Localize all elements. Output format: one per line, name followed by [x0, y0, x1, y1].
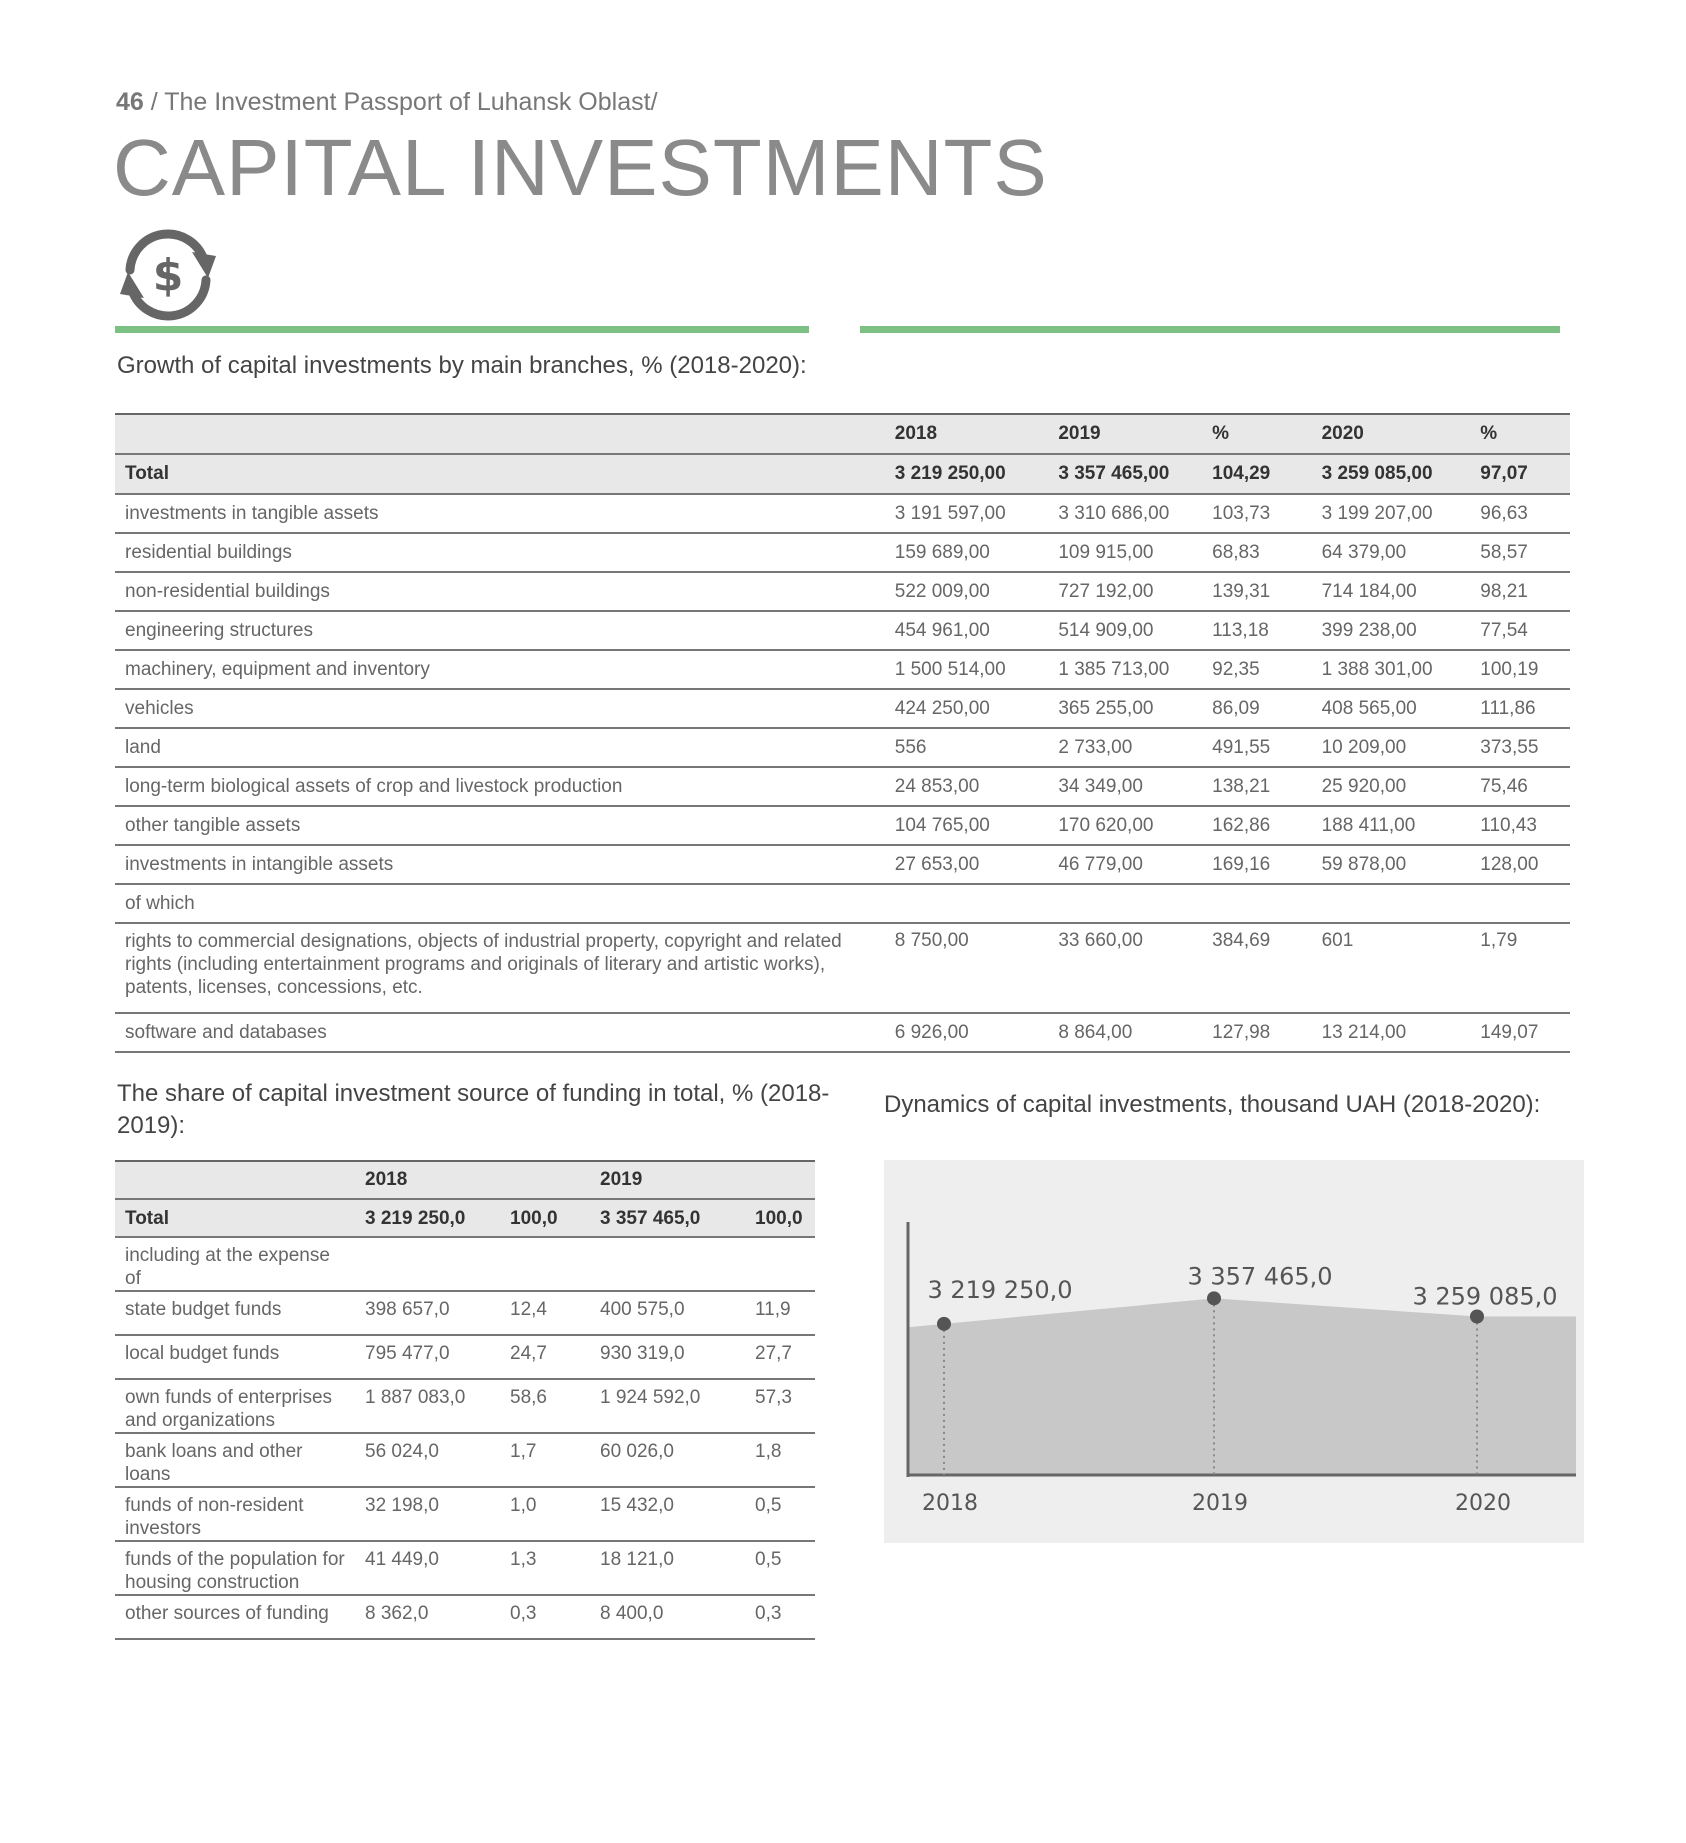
value-cell: 138,21: [1202, 767, 1311, 806]
value-cell: [1312, 884, 1471, 923]
value-cell: 104 765,00: [885, 806, 1049, 845]
value-cell: 58,6: [500, 1379, 590, 1433]
value-cell: 491,55: [1202, 728, 1311, 767]
data-point: [1470, 1309, 1484, 1323]
value-cell: 1 388 301,00: [1312, 650, 1471, 689]
value-cell: 727 192,00: [1048, 572, 1202, 611]
value-cell: [355, 1237, 500, 1291]
value-cell: 169,16: [1202, 845, 1311, 884]
value-cell: 0,3: [745, 1595, 815, 1639]
table-row: [115, 1487, 815, 1541]
value-cell: 13 214,00: [1312, 1013, 1471, 1052]
row-label: other sources of funding: [115, 1595, 355, 1639]
row-label: software and databases: [115, 1013, 885, 1052]
value-cell: 1 924 592,0: [590, 1379, 745, 1433]
value-cell: 1 500 514,00: [885, 650, 1049, 689]
value-cell: 24 853,00: [885, 767, 1049, 806]
value-cell: 128,00: [1470, 845, 1570, 884]
table-row: [115, 533, 1570, 572]
value-cell: 0,3: [500, 1595, 590, 1639]
value-cell: 0,5: [745, 1487, 815, 1541]
data-label: 3 259 085,0: [1412, 1282, 1558, 1311]
value-cell: 3 357 465,00: [1048, 454, 1202, 494]
value-cell: 25 920,00: [1312, 767, 1471, 806]
header-cell: [115, 414, 885, 454]
value-cell: 33 660,00: [1048, 923, 1202, 1013]
header-cell: 2018: [355, 1161, 500, 1199]
x-tick-label: 2018: [922, 1491, 978, 1516]
value-cell: 24,7: [500, 1335, 590, 1379]
row-label: vehicles: [115, 689, 885, 728]
value-cell: [590, 1237, 745, 1291]
row-label: of which: [115, 884, 885, 923]
table-row: [115, 845, 1570, 884]
table-row: [115, 1013, 1570, 1052]
value-cell: [500, 1237, 590, 1291]
chart-svg: [884, 1160, 1584, 1543]
data-label: 3 357 465,0: [1187, 1262, 1333, 1291]
value-cell: 77,54: [1470, 611, 1570, 650]
value-cell: 1,79: [1470, 923, 1570, 1013]
row-label: other tangible assets: [115, 806, 885, 845]
row-label: own funds of enterprises and organizations: [115, 1379, 355, 1433]
value-cell: 109 915,00: [1048, 533, 1202, 572]
divider-left: [115, 326, 809, 333]
value-cell: 930 319,0: [590, 1335, 745, 1379]
dollar-cycle-icon: [112, 222, 224, 327]
value-cell: 8 750,00: [885, 923, 1049, 1013]
table-row: [115, 494, 1570, 533]
value-cell: 98,21: [1470, 572, 1570, 611]
value-cell: 15 432,0: [590, 1487, 745, 1541]
row-label: investments in intangible assets: [115, 845, 885, 884]
value-cell: 110,43: [1470, 806, 1570, 845]
value-cell: 97,07: [1470, 454, 1570, 494]
table-row: [115, 1433, 815, 1487]
table-row: [115, 1595, 815, 1639]
header-cell: %: [1202, 414, 1311, 454]
table-row: [115, 923, 1570, 1013]
value-cell: 514 909,00: [1048, 611, 1202, 650]
value-cell: 2 733,00: [1048, 728, 1202, 767]
value-cell: 27,7: [745, 1335, 815, 1379]
row-label: including at the expense of: [115, 1237, 355, 1291]
value-cell: 795 477,0: [355, 1335, 500, 1379]
value-cell: 1 887 083,0: [355, 1379, 500, 1433]
value-cell: 1,8: [745, 1433, 815, 1487]
row-label: residential buildings: [115, 533, 885, 572]
value-cell: 3 199 207,00: [1312, 494, 1471, 533]
branches-growth-table: [115, 413, 1570, 1053]
divider-right: [860, 326, 1560, 333]
table-row: [115, 767, 1570, 806]
value-cell: 399 238,00: [1312, 611, 1471, 650]
value-cell: 454 961,00: [885, 611, 1049, 650]
value-cell: 104,29: [1202, 454, 1311, 494]
row-label: Total: [115, 1199, 355, 1237]
value-cell: 96,63: [1470, 494, 1570, 533]
value-cell: 103,73: [1202, 494, 1311, 533]
value-cell: 56 024,0: [355, 1433, 500, 1487]
value-cell: 75,46: [1470, 767, 1570, 806]
value-cell: 1,7: [500, 1433, 590, 1487]
data-point: [937, 1317, 951, 1331]
table1-title: Growth of capital investments by main branches, % (2018-2020):: [117, 352, 807, 379]
table-row: [115, 728, 1570, 767]
funding-sources-table: [115, 1160, 815, 1640]
value-cell: 373,55: [1470, 728, 1570, 767]
row-label: engineering structures: [115, 611, 885, 650]
data-point: [1207, 1291, 1221, 1305]
table-row: [115, 1335, 815, 1379]
value-cell: 170 620,00: [1048, 806, 1202, 845]
row-label: local budget funds: [115, 1335, 355, 1379]
header-cell: 2018: [885, 414, 1049, 454]
table-row: [115, 611, 1570, 650]
value-cell: 1 385 713,00: [1048, 650, 1202, 689]
header-cell: 2019: [590, 1161, 745, 1199]
value-cell: 8 362,0: [355, 1595, 500, 1639]
value-cell: 3 357 465,0: [590, 1199, 745, 1237]
row-label: investments in tangible assets: [115, 494, 885, 533]
value-cell: 113,18: [1202, 611, 1311, 650]
row-label: rights to commercial designations, objects of industrial property, copyright and related rights (including entertainment programs and originals of literary and artistic works), patents, licenses, concessions, etc.: [115, 923, 885, 1013]
value-cell: 3 259 085,00: [1312, 454, 1471, 494]
x-tick-label: 2019: [1192, 1491, 1248, 1516]
value-cell: [1048, 884, 1202, 923]
value-cell: 46 779,00: [1048, 845, 1202, 884]
table-row: [115, 884, 1570, 923]
table-row: [115, 1541, 815, 1595]
value-cell: 57,3: [745, 1379, 815, 1433]
table-header-row: [115, 1161, 815, 1199]
value-cell: 8 400,0: [590, 1595, 745, 1639]
value-cell: 8 864,00: [1048, 1013, 1202, 1052]
value-cell: 398 657,0: [355, 1291, 500, 1335]
value-cell: 58,57: [1470, 533, 1570, 572]
value-cell: 100,0: [745, 1199, 815, 1237]
value-cell: 34 349,00: [1048, 767, 1202, 806]
value-cell: [885, 884, 1049, 923]
row-label: Total: [115, 454, 885, 494]
value-cell: 3 219 250,0: [355, 1199, 500, 1237]
value-cell: 64 379,00: [1312, 533, 1471, 572]
value-cell: 18 121,0: [590, 1541, 745, 1595]
table-row: [115, 1379, 815, 1433]
value-cell: 32 198,0: [355, 1487, 500, 1541]
value-cell: 0,5: [745, 1541, 815, 1595]
value-cell: [1470, 884, 1570, 923]
value-cell: 100,19: [1470, 650, 1570, 689]
row-label: long-term biological assets of crop and livestock production: [115, 767, 885, 806]
value-cell: 714 184,00: [1312, 572, 1471, 611]
value-cell: 400 575,0: [590, 1291, 745, 1335]
value-cell: 384,69: [1202, 923, 1311, 1013]
total-row: [115, 1199, 815, 1237]
table-row: [115, 572, 1570, 611]
value-cell: 3 191 597,00: [885, 494, 1049, 533]
area-series: [908, 1298, 1576, 1475]
value-cell: 149,07: [1470, 1013, 1570, 1052]
value-cell: [745, 1237, 815, 1291]
value-cell: 41 449,0: [355, 1541, 500, 1595]
header-cell: 2019: [1048, 414, 1202, 454]
header-cell: 2020: [1312, 414, 1471, 454]
table-row: [115, 689, 1570, 728]
value-cell: 139,31: [1202, 572, 1311, 611]
row-label: non-residential buildings: [115, 572, 885, 611]
table-row: [115, 1291, 815, 1335]
value-cell: [1202, 884, 1311, 923]
table2-title: The share of capital investment source of funding in total, % (2018-2019):: [117, 1080, 830, 1140]
value-cell: 60 026,0: [590, 1433, 745, 1487]
table-row: [115, 650, 1570, 689]
value-cell: 6 926,00: [885, 1013, 1049, 1052]
value-cell: 59 878,00: [1312, 845, 1471, 884]
total-row: [115, 454, 1570, 494]
row-label: machinery, equipment and inventory: [115, 650, 885, 689]
value-cell: 1,3: [500, 1541, 590, 1595]
row-label: state budget funds: [115, 1291, 355, 1335]
value-cell: 1,0: [500, 1487, 590, 1541]
value-cell: 11,9: [745, 1291, 815, 1335]
x-tick-label: 2020: [1455, 1491, 1511, 1516]
value-cell: 10 209,00: [1312, 728, 1471, 767]
chart-title: Dynamics of capital investments, thousand UAH (2018-2020):: [884, 1091, 1541, 1118]
row-label: funds of non-resident investors: [115, 1487, 355, 1541]
table-row: [115, 1237, 815, 1291]
value-cell: 365 255,00: [1048, 689, 1202, 728]
page-title: CAPITAL INVESTMENTS: [113, 123, 1048, 212]
table-row: [115, 806, 1570, 845]
value-cell: 601: [1312, 923, 1471, 1013]
header-cell: %: [1470, 414, 1570, 454]
value-cell: 556: [885, 728, 1049, 767]
page-header: [116, 88, 658, 117]
table-header-row: [115, 414, 1570, 454]
value-cell: 3 219 250,00: [885, 454, 1049, 494]
value-cell: 408 565,00: [1312, 689, 1471, 728]
value-cell: 127,98: [1202, 1013, 1311, 1052]
capital-investments-chart: [884, 1160, 1584, 1543]
value-cell: 159 689,00: [885, 533, 1049, 572]
value-cell: 27 653,00: [885, 845, 1049, 884]
value-cell: 100,0: [500, 1199, 590, 1237]
value-cell: 424 250,00: [885, 689, 1049, 728]
value-cell: 86,09: [1202, 689, 1311, 728]
page-number: 46: [116, 88, 144, 116]
value-cell: 92,35: [1202, 650, 1311, 689]
value-cell: 68,83: [1202, 533, 1311, 572]
value-cell: 522 009,00: [885, 572, 1049, 611]
value-cell: 3 310 686,00: [1048, 494, 1202, 533]
svg-text:$: $: [152, 250, 184, 301]
header-cell: [115, 1161, 355, 1199]
value-cell: 162,86: [1202, 806, 1311, 845]
value-cell: 111,86: [1470, 689, 1570, 728]
row-label: bank loans and other loans: [115, 1433, 355, 1487]
header-cell: [500, 1161, 590, 1199]
row-label: land: [115, 728, 885, 767]
value-cell: 188 411,00: [1312, 806, 1471, 845]
value-cell: 12,4: [500, 1291, 590, 1335]
header-cell: [745, 1161, 815, 1199]
row-label: funds of the population for housing construction: [115, 1541, 355, 1595]
data-label: 3 219 250,0: [927, 1275, 1073, 1304]
publication-title: / The Investment Passport of Luhansk Oblast/: [143, 88, 658, 116]
